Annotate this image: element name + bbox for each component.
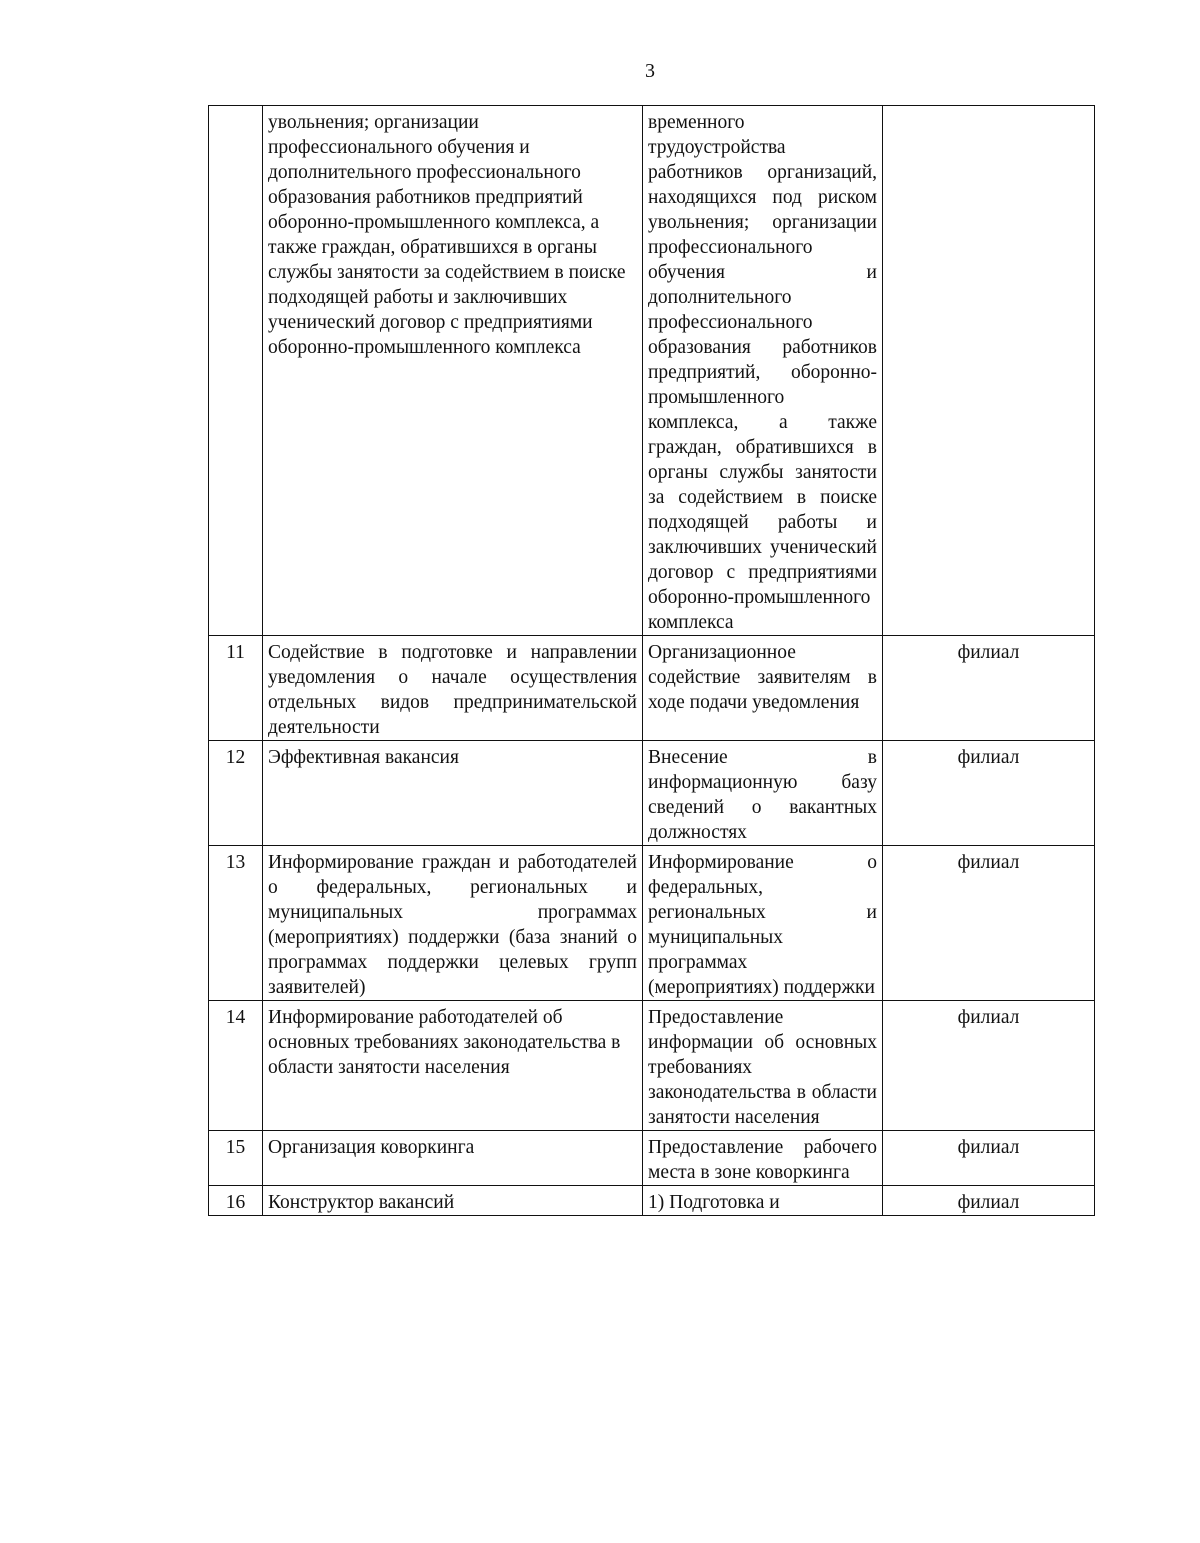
row-number: 11 (209, 636, 263, 741)
service-description-cell (643, 1001, 883, 1131)
service-description-cell (643, 846, 883, 1001)
service-name: Информирование работодателей об основных требованиях законодательства в области занятости населения (268, 1007, 621, 1078)
row-number: 15 (209, 1131, 263, 1186)
service-name-cell (263, 1001, 643, 1131)
service-place: филиал (883, 1001, 1095, 1131)
service-place: филиал (883, 636, 1095, 741)
service-place: филиал (883, 846, 1095, 1001)
service-name: Организация коворкинга (268, 1137, 475, 1158)
service-description: Внесение в информационную базу сведений о вакантных должностях (648, 747, 877, 843)
service-description-cell (643, 636, 883, 741)
service-description: временного трудоустройства работников организаций, находящихся под риском увольнения; организации профессионального обучения и дополнительного профессионального образования работников предприятий, оборонно-промышленного комплекса, а также граждан, обратившихся в органы службы занятости за содействием в поиске подходящей работы и заключивших ученический договор с предприятиями оборонно-промышленного комплекса (648, 112, 877, 633)
table-row (209, 741, 1095, 846)
row-number: 13 (209, 846, 263, 1001)
service-place: филиал (883, 1186, 1095, 1216)
service-name-cell (263, 741, 643, 846)
service-name-cell (263, 846, 643, 1001)
row-number: 12 (209, 741, 263, 846)
table-row (209, 1131, 1095, 1186)
service-name: Конструктор вакансий (268, 1192, 455, 1213)
row-number: 14 (209, 1001, 263, 1131)
service-name-cell (263, 636, 643, 741)
service-name: Информирование граждан и работодателей о федеральных, региональных и муниципальных программах (мероприятиях) поддержки (база знаний о программах поддержки целевых групп заявителей) (268, 852, 637, 998)
table-row (209, 846, 1095, 1001)
service-description-cell (643, 1186, 883, 1216)
service-description: Организационное содействие заявителям в ходе подачи уведомления (648, 642, 877, 713)
service-place: филиал (883, 741, 1095, 846)
table-row (209, 1001, 1095, 1131)
service-name: увольнения; организации профессионального обучения и дополнительного профессионального образования работников предприятий оборонно-промышленного комплекса, а также граждан, обратившихся в органы службы занятости за содействием в поиске подходящей работы и заключивших ученический договор с предприятиями оборонно-промышленного комплекса (268, 112, 626, 358)
service-description-cell (643, 106, 883, 636)
service-description-cell (643, 741, 883, 846)
service-description: Предоставление информации об основных требованиях законодательства в области занятости населения (648, 1007, 877, 1128)
service-name: Содействие в подготовке и направлении уведомления о начале осуществления отдельных видов предпринимательской деятельности (268, 642, 637, 738)
service-description: Предоставление рабочего места в зоне коворкинга (648, 1137, 877, 1183)
service-name-cell (263, 1131, 643, 1186)
row-number: 16 (209, 1186, 263, 1216)
service-description-cell (643, 1131, 883, 1186)
services-table (208, 105, 1095, 1216)
service-name-cell (263, 106, 643, 636)
service-description: Информирование о федеральных, региональных и муниципальных программах (мероприятиях) поддержки (648, 852, 877, 998)
service-name-cell (263, 1186, 643, 1216)
page-number: 3 (645, 60, 655, 82)
service-name: Эффективная вакансия (268, 747, 459, 768)
service-place: филиал (883, 1131, 1095, 1186)
table-row (209, 1186, 1095, 1216)
table-row (209, 636, 1095, 741)
service-place (883, 106, 1095, 636)
service-description: 1) Подготовка и (648, 1192, 780, 1213)
row-number (209, 106, 263, 636)
table-row (209, 106, 1095, 636)
